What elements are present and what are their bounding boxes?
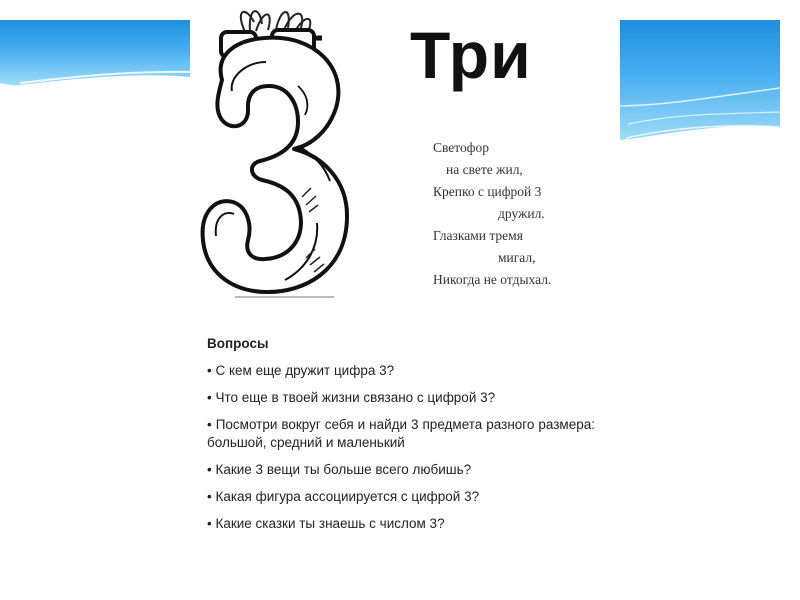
poem-block <box>433 137 551 291</box>
question-item: • С кем еще дружит цифра 3? <box>207 363 395 378</box>
poem-line: Крепко с цифрой 3 <box>433 184 542 199</box>
question-item: • Какие сказки ты знаешь с числом 3? <box>207 516 445 531</box>
question-item: • Посмотри вокруг себя и найди 3 предмета разного размера: большой, средний и маленький <box>207 417 595 450</box>
poem-line: Светофор <box>433 140 490 155</box>
poem-line: дружил. <box>498 206 545 221</box>
poem-line: Никогда не отдыхал. <box>433 272 552 287</box>
questions-heading: Вопросы <box>207 336 269 351</box>
page-title: Три <box>410 18 532 92</box>
questions-section <box>207 335 595 533</box>
question-item: • Что еще в твоей жизни связано с цифрой 3? <box>207 390 496 405</box>
poem-line: на свете жил, <box>446 162 523 177</box>
cartoon-three-illustration <box>190 0 380 305</box>
question-item: • Какая фигура ассоциируется с цифрой 3? <box>207 489 480 504</box>
poem-line: мигал, <box>498 250 536 265</box>
question-item: • Какие 3 вещи ты больше всего любишь? <box>207 462 472 477</box>
digit-three-shape <box>203 38 347 292</box>
poem-line: Глазками тремя <box>433 228 523 243</box>
